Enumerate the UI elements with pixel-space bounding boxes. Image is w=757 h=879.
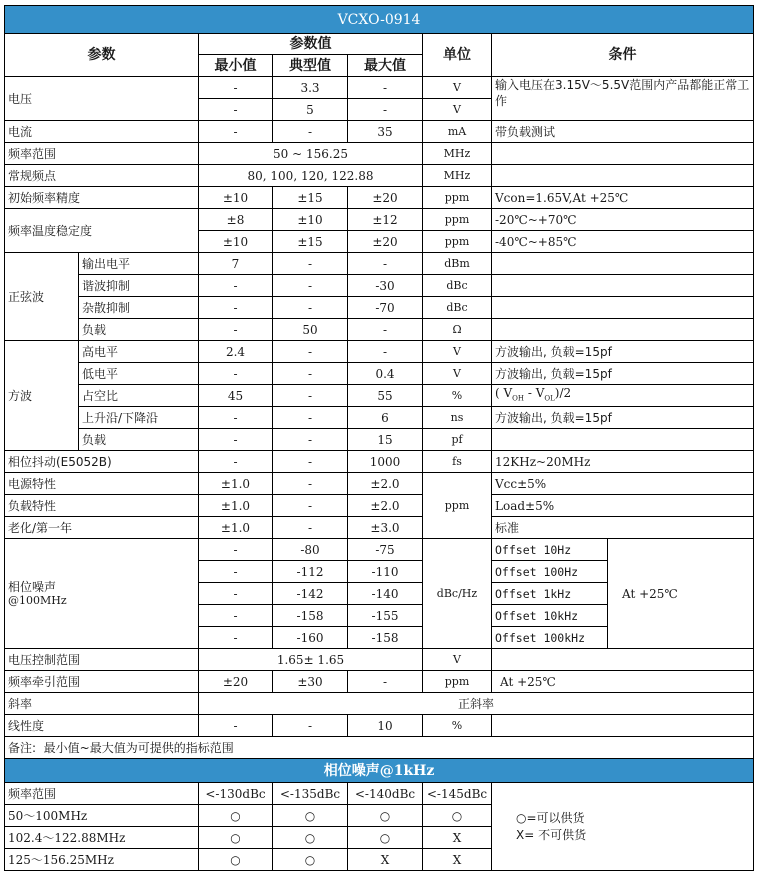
cell-max: -110: [348, 561, 423, 583]
cell-condition: Vcc±5%: [492, 473, 754, 495]
cell-max: ±3.0: [348, 517, 423, 539]
cell-max: 15: [348, 429, 423, 451]
cell-typ: -142: [273, 583, 348, 605]
cell-min: -: [199, 121, 273, 143]
cell-value: 50 ~ 156.25: [199, 143, 423, 165]
row-label-sine: 正弦波: [5, 253, 79, 341]
pn1k-cell: ○: [348, 827, 423, 849]
pn1k-cell: ○: [423, 805, 492, 827]
cell-max: 55: [348, 385, 423, 407]
sub-label: 谐波抑制: [79, 275, 199, 297]
cell-min: ±20: [199, 671, 273, 693]
table-row: [5, 77, 754, 99]
cell-min: 2.4: [199, 341, 273, 363]
pn1k-cell: ○: [199, 827, 273, 849]
cell-unit: V: [423, 99, 492, 121]
cell-typ: -158: [273, 605, 348, 627]
row-label-load: 负载特性: [5, 495, 199, 517]
spec-table: [4, 5, 754, 871]
cell-min: -: [199, 77, 273, 99]
table-row: [5, 341, 754, 363]
sub-label: 杂散抑制: [79, 297, 199, 319]
row-label-phase-noise: [5, 539, 199, 649]
pn1k-row-label: 125～156.25MHz: [5, 849, 199, 871]
cell-temp-condition: At +25℃: [608, 539, 754, 649]
cell-value: 正斜率: [199, 693, 754, 715]
cell-max: ±20: [348, 187, 423, 209]
sub-label: 负载: [79, 429, 199, 451]
sub-label: 占空比: [79, 385, 199, 407]
pn1k-cell: ○: [273, 849, 348, 871]
cell-min: -: [199, 319, 273, 341]
cell-typ: -: [273, 253, 348, 275]
cell-max: -: [348, 99, 423, 121]
cell-min: -: [199, 627, 273, 649]
cell-offset: Offset 100kHz: [492, 627, 608, 649]
header-max: 最大值: [348, 55, 423, 77]
pn1k-cell: X: [423, 849, 492, 871]
header-unit: 单位: [423, 34, 492, 77]
cell-unit: dBm: [423, 253, 492, 275]
sub-label: 低电平: [79, 363, 199, 385]
table-row: [5, 253, 754, 275]
cell-typ: -80: [273, 539, 348, 561]
table-row: [5, 385, 754, 407]
header-param-values: 参数值: [199, 34, 423, 55]
row-label-voltage: 电压: [5, 77, 199, 121]
pn1k-cell: ○: [348, 805, 423, 827]
pn1k-cell: ○: [273, 827, 348, 849]
cell-max: 0.4: [348, 363, 423, 385]
cell-unit: pf: [423, 429, 492, 451]
table-title: VCXO-0914: [5, 6, 754, 34]
cell-unit: ns: [423, 407, 492, 429]
header-min: 最小值: [199, 55, 273, 77]
cell-typ: -: [273, 451, 348, 473]
cell-min: -: [199, 99, 273, 121]
cell-max: ±12: [348, 209, 423, 231]
cell-unit: MHz: [423, 165, 492, 187]
cell-condition: Vcon=1.65V,At +25℃: [492, 187, 754, 209]
table-row: [5, 451, 754, 473]
table-row: [5, 297, 754, 319]
cell-offset: Offset 10Hz: [492, 539, 608, 561]
cell-min: -: [199, 561, 273, 583]
cell-max: -: [348, 671, 423, 693]
cell-value: 1.65± 1.65: [199, 649, 423, 671]
pn1k-legend: [492, 783, 754, 871]
cell-typ: -: [273, 407, 348, 429]
sub-label: 负载: [79, 319, 199, 341]
cell-max: -70: [348, 297, 423, 319]
table-row: [5, 143, 754, 165]
cell-min: -: [199, 407, 273, 429]
cell-condition: [492, 275, 754, 297]
cell-max: 35: [348, 121, 423, 143]
cell-condition-duty-formula: ( $V_{OH} - V_{OL})/2$: [492, 385, 754, 407]
cell-max: -155: [348, 605, 423, 627]
note: 备注: 最小值~最大值为可提供的指标范围: [5, 737, 754, 759]
cell-unit: dBc: [423, 297, 492, 319]
cell-max: ±2.0: [348, 473, 423, 495]
cell-condition: At +25℃: [492, 671, 754, 693]
pn1k-row-label: 102.4～122.88MHz: [5, 827, 199, 849]
cell-typ: ±30: [273, 671, 348, 693]
cell-condition: 方波输出, 负载=15pf: [492, 407, 754, 429]
cell-unit: V: [423, 341, 492, 363]
table-row: [5, 319, 754, 341]
legend-available: ○=可以供货: [516, 810, 585, 825]
table-row: [5, 407, 754, 429]
cell-typ: -160: [273, 627, 348, 649]
cell-unit: ppm: [423, 473, 492, 539]
cell-unit: ppm: [423, 231, 492, 253]
header-param: 参数: [5, 34, 199, 77]
row-label-vc-range: 电压控制范围: [5, 649, 199, 671]
cell-min: -: [199, 429, 273, 451]
pn1k-col-header: <-135dBc: [273, 783, 348, 805]
pn1k-cell: ○: [199, 849, 273, 871]
pn1k-title: 相位噪声@1kHz: [5, 759, 754, 783]
pn1k-cell: ○: [199, 805, 273, 827]
row-label-slope: 斜率: [5, 693, 199, 715]
cell-max: -75: [348, 539, 423, 561]
cell-offset: Offset 10kHz: [492, 605, 608, 627]
row-label-supply: 电源特性: [5, 473, 199, 495]
row-label-freq-range: 频率范围: [5, 143, 199, 165]
pn1k-col-header: <-140dBc: [348, 783, 423, 805]
cell-typ: ±15: [273, 231, 348, 253]
cell-condition: [492, 143, 754, 165]
sub-label: 输出电平: [79, 253, 199, 275]
row-label-common-freq: 常规频点: [5, 165, 199, 187]
pn1k-row-label: 50～100MHz: [5, 805, 199, 827]
cell-condition: 方波输出, 负载=15pf: [492, 341, 754, 363]
legend-unavailable: X= 不可供货: [516, 827, 587, 842]
cell-typ: -: [273, 341, 348, 363]
cell-min: ±10: [199, 187, 273, 209]
row-label-init-accuracy: 初始频率精度: [5, 187, 199, 209]
cell-max: 6: [348, 407, 423, 429]
cell-min: 45: [199, 385, 273, 407]
cell-unit: MHz: [423, 143, 492, 165]
cell-unit: V: [423, 363, 492, 385]
cell-unit: ppm: [423, 671, 492, 693]
row-label-linearity: 线性度: [5, 715, 199, 737]
pn1k-col-header: <-145dBc: [423, 783, 492, 805]
cell-condition: [492, 253, 754, 275]
cell-unit: V: [423, 77, 492, 99]
cell-condition: [492, 715, 754, 737]
table-row: [5, 165, 754, 187]
cell-typ: -: [273, 495, 348, 517]
table-row: [5, 187, 754, 209]
cell-unit: dBc: [423, 275, 492, 297]
table-row: [5, 715, 754, 737]
cell-unit: ppm: [423, 187, 492, 209]
phase-noise-label: 相位噪声: [8, 579, 57, 594]
cell-min: ±1.0: [199, 495, 273, 517]
cell-typ: -: [273, 715, 348, 737]
cell-typ: 50: [273, 319, 348, 341]
row-label-current: 电流: [5, 121, 199, 143]
pn1k-cell: X: [348, 849, 423, 871]
table-row: [5, 473, 754, 495]
cell-max: -: [348, 77, 423, 99]
cell-max: 10: [348, 715, 423, 737]
cell-condition: Load±5%: [492, 495, 754, 517]
cell-max: -: [348, 341, 423, 363]
cell-min: -: [199, 605, 273, 627]
cell-min: ±1.0: [199, 517, 273, 539]
cell-condition: [492, 297, 754, 319]
cell-typ: 3.3: [273, 77, 348, 99]
cell-condition: -20℃~+70℃: [492, 209, 754, 231]
table-row: [5, 783, 754, 805]
cell-value: 80, 100, 120, 122.88: [199, 165, 423, 187]
sub-label: 上升沿/下降沿: [79, 407, 199, 429]
phase-noise-carrier: @100MHz: [8, 593, 67, 607]
cell-condition: [492, 319, 754, 341]
cell-max: -30: [348, 275, 423, 297]
pn1k-header-label: 频率范围: [5, 783, 199, 805]
cell-min: -: [199, 539, 273, 561]
cell-condition: 输入电压在3.15V～5.5V范围内产品都能正常工作: [492, 77, 754, 121]
cell-typ: -112: [273, 561, 348, 583]
header-typ: 典型值: [273, 55, 348, 77]
cell-min: ±10: [199, 231, 273, 253]
cell-unit: fs: [423, 451, 492, 473]
cell-typ: -: [273, 517, 348, 539]
row-label-temp-stability: 频率温度稳定度: [5, 209, 199, 253]
cell-typ: -: [273, 363, 348, 385]
cell-condition: 方波输出, 负载=15pf: [492, 363, 754, 385]
cell-min: -: [199, 363, 273, 385]
table-row: [5, 693, 754, 715]
table-row: [5, 209, 754, 231]
cell-condition: 标准: [492, 517, 754, 539]
table-row: [5, 737, 754, 759]
pn1k-cell: ○: [273, 805, 348, 827]
table-row: [5, 121, 754, 143]
table-row: [5, 671, 754, 693]
cell-min: 7: [199, 253, 273, 275]
table-row: [5, 495, 754, 517]
cell-min: -: [199, 583, 273, 605]
cell-typ: 5: [273, 99, 348, 121]
cell-min: ±8: [199, 209, 273, 231]
cell-min: -: [199, 715, 273, 737]
cell-condition: [492, 429, 754, 451]
cell-unit: dBc/Hz: [423, 539, 492, 649]
cell-min: -: [199, 275, 273, 297]
table-row: [5, 429, 754, 451]
cell-max: ±20: [348, 231, 423, 253]
cell-unit: %: [423, 385, 492, 407]
cell-unit: ppm: [423, 209, 492, 231]
cell-condition: -40℃~+85℃: [492, 231, 754, 253]
row-label-pull-range: 频率牵引范围: [5, 671, 199, 693]
row-label-aging: 老化/第一年: [5, 517, 199, 539]
cell-max: -158: [348, 627, 423, 649]
cell-typ: -: [273, 473, 348, 495]
cell-condition: [492, 649, 754, 671]
cell-typ: -: [273, 121, 348, 143]
cell-condition: [492, 165, 754, 187]
cell-max: -: [348, 253, 423, 275]
cell-max: 1000: [348, 451, 423, 473]
cell-max: -140: [348, 583, 423, 605]
sub-label: 高电平: [79, 341, 199, 363]
cell-typ: -: [273, 297, 348, 319]
cell-unit: mA: [423, 121, 492, 143]
cell-unit: V: [423, 649, 492, 671]
pn1k-col-header: <-130dBc: [199, 783, 273, 805]
cell-max: -: [348, 319, 423, 341]
cell-typ: -: [273, 275, 348, 297]
cell-unit: Ω: [423, 319, 492, 341]
cell-max: ±2.0: [348, 495, 423, 517]
cell-typ: ±10: [273, 209, 348, 231]
table-row: [5, 649, 754, 671]
cell-min: -: [199, 297, 273, 319]
table-row: [5, 517, 754, 539]
table-row: [5, 539, 754, 561]
cell-typ: ±15: [273, 187, 348, 209]
cell-min: ±1.0: [199, 473, 273, 495]
cell-unit: %: [423, 715, 492, 737]
cell-offset: Offset 1kHz: [492, 583, 608, 605]
cell-typ: -: [273, 429, 348, 451]
cell-offset: Offset 100Hz: [492, 561, 608, 583]
cell-condition: 12KHz~20MHz: [492, 451, 754, 473]
spec-sheet: [4, 5, 753, 871]
row-label-jitter: 相位抖动(E5052B): [5, 451, 199, 473]
cell-condition: 带负载测试: [492, 121, 754, 143]
header-condition: 条件: [492, 34, 754, 77]
table-row: [5, 275, 754, 297]
row-label-square: 方波: [5, 341, 79, 451]
cell-typ: -: [273, 385, 348, 407]
pn1k-cell: X: [423, 827, 492, 849]
cell-min: -: [199, 451, 273, 473]
table-row: [5, 363, 754, 385]
